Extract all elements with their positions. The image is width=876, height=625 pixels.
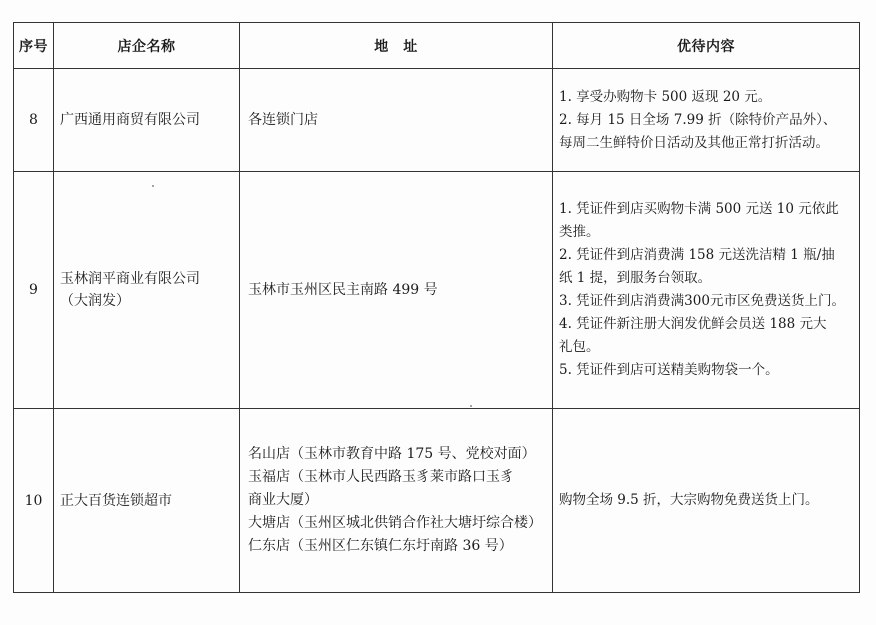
store-offer — [553, 409, 860, 593]
address-line: 各连锁门店 — [248, 111, 318, 128]
offer-line: 礼包。 — [559, 339, 600, 355]
address-line: 商业大厦） — [248, 492, 318, 508]
offer-line: 每周二生鲜特价日活动及其他正常打折活动。 — [559, 134, 829, 151]
row-number: 8 — [14, 69, 54, 172]
store-offer — [553, 69, 860, 172]
address-line: 仁东店（玉州区仁东镇仁东圩南路 36 号） — [248, 538, 513, 554]
header-no: 序号 — [14, 23, 54, 69]
header-offer: 优待内容 — [553, 23, 860, 69]
table-header-row — [14, 23, 860, 69]
store-address — [240, 69, 553, 172]
store-address — [240, 409, 553, 593]
offer-line: 5. 凭证件到店可送精美购物袋一个。 — [559, 362, 779, 378]
store-name-line: （大润发） — [60, 293, 130, 309]
row-number: 10 — [14, 409, 54, 593]
offer-line: 纸 1 提，到服务台领取。 — [559, 270, 712, 286]
offer-line: 2. 凭证件到店消费满 158 元送洗洁精 1 瓶/抽 — [559, 247, 835, 263]
scan-speck — [470, 405, 472, 407]
store-offer — [553, 172, 860, 409]
address-line: 大塘店（玉州区城北供销合作社大塘圩综合楼） — [248, 515, 542, 531]
store-name-line: 广西通用商贸有限公司 — [60, 112, 200, 128]
header-address: 地 址 — [240, 23, 553, 69]
store-name — [54, 409, 240, 593]
address-line: 名山店（玉林市教育中路 175 号、党校对面） — [248, 446, 536, 462]
offer-line: 4. 凭证件新注册大润发优鲜会员送 188 元大 — [559, 316, 827, 332]
offer-line: 类推。 — [559, 224, 600, 240]
scan-speck — [152, 185, 154, 187]
offer-line: 1. 享受办购物卡 500 返现 20 元。 — [559, 88, 772, 105]
address-line: 玉林市玉州区民主南路 499 号 — [248, 281, 438, 298]
offer-line: 1. 凭证件到店买购物卡满 500 元送 10 元依此 — [559, 201, 839, 217]
table-row — [14, 172, 860, 409]
table-row — [14, 69, 860, 172]
store-name — [54, 172, 240, 409]
offer-line: 购物全场 9.5 折，大宗购物免费送货上门。 — [559, 492, 819, 508]
store-name-line: 正大百货连锁超市 — [60, 492, 172, 509]
row-number: 9 — [14, 172, 54, 409]
store-address — [240, 172, 553, 409]
offer-line: 2. 每月 15 日全场 7.99 折（除特价产品外）、 — [559, 111, 837, 128]
table-row — [14, 409, 860, 593]
store-name — [54, 69, 240, 172]
offer-line: 3. 凭证件到店消费满300元市区免费送货上门。 — [559, 293, 845, 309]
preferential-stores-table — [13, 22, 860, 593]
header-name: 店企名称 — [54, 23, 240, 69]
store-name-line: 玉林润平商业有限公司 — [60, 271, 200, 287]
address-line: 玉福店（玉林市人民西路玉豸莱市路口玉豸 — [248, 469, 514, 485]
